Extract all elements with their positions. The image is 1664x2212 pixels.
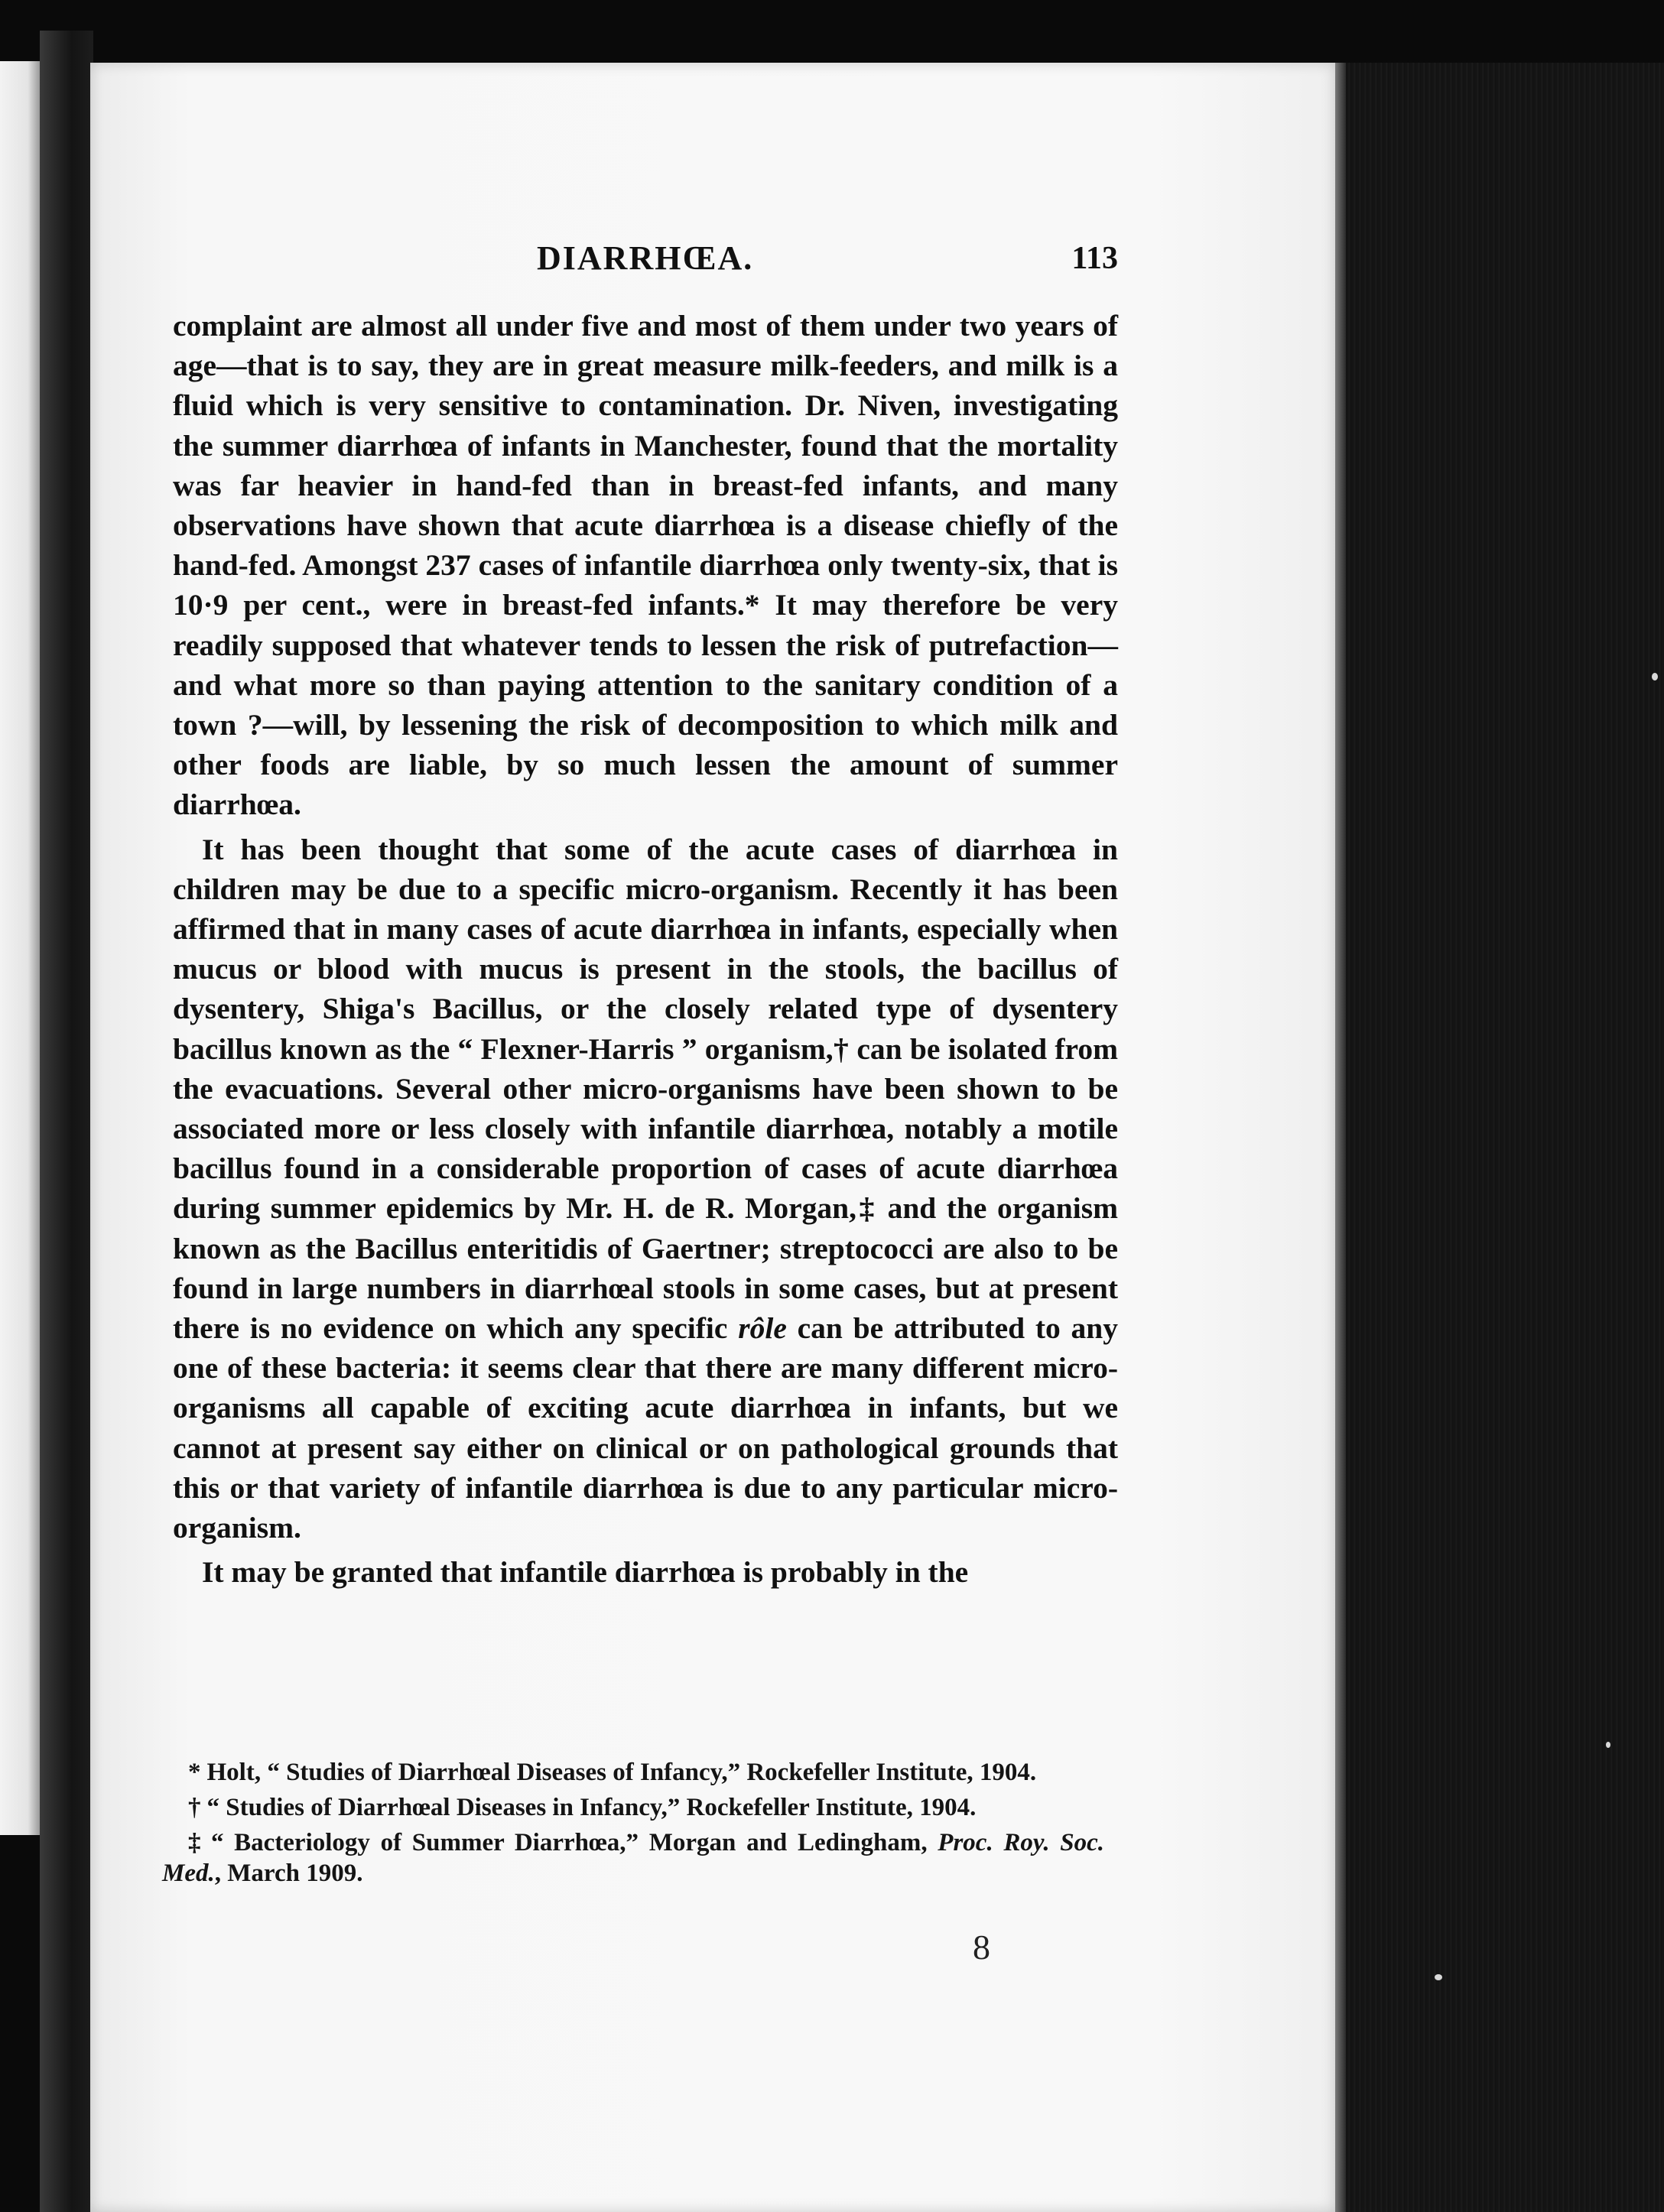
paragraph-text: It has been thought that some of the acute cases of diarrhœa in children may be due to a specific micro-organism. Recently it has been affirmed that in many cases of acute diarrhœa in infants, especially when mucus or blood with mucus is present in the stools, the bacillus of dysentery, Shiga's Bacillus, or the closely related type of dysentery bacillus known as the “ Flexner-Harris ” organism,† can be isolated from the evacuations. Several other micro-organisms have been shown to be associated more or less closely with infantile diarrhœa, notably a motile bacillus found in a considerable proportion of cases of acute diarrhœa during summer epidemics by Mr. H. de R. Morgan,‡ and the organism known as the Bacillus enteritidis of Gaertner; streptococci are also to be found in large numbers in diarrhœal stools in some cases, but at present there is no evidence on which any specific [173, 832, 1118, 1346]
page-number: 113 [1071, 241, 1118, 276]
book-gutter [40, 31, 93, 2212]
footnotes [162, 1757, 1104, 1893]
dust-speck [1652, 673, 1658, 680]
footnote [162, 1792, 1104, 1823]
footnote-text: “ Studies of Diarrhœal Diseases in Infancy,” Rockefeller Institute, 1904. [206, 1794, 977, 1821]
footnote-text: Holt, “ Studies of Diarrhœal Diseases of Infancy,” Rockefeller Institute, 1904. [206, 1759, 1037, 1786]
footnote-journal: Proc. Roy. Soc. Med. [162, 1829, 1104, 1887]
dust-speck [1435, 1974, 1442, 1980]
footnote-tail: , March 1909. [214, 1860, 363, 1887]
book-block-edge [1335, 63, 1664, 2212]
footnote [162, 1757, 1104, 1788]
paragraph: It may be granted that infantile diarrhœa is probably in the [202, 1555, 969, 1590]
footnote [162, 1827, 1104, 1889]
footnote-text: “ Bacteriology of Summer Diarrhœa,” Morgan and Ledingham, [210, 1829, 938, 1856]
signature-mark: 8 [973, 1928, 990, 1967]
body-text [173, 306, 1118, 1593]
facing-page-edge [0, 61, 40, 1835]
paragraph [173, 830, 1118, 1548]
footnote-mark: * [188, 1759, 201, 1786]
paragraph: complaint are almost all under five and most of them under two years of age—that is to say, they are in great measure milk-feeders, and milk is a fluid which is very sensitive to contamination. Dr. Niven, investigating the summer diarrhœa of infants in Manchester, found that the mortality was far heavier in hand-fed than in breast-fed infants, and many observations have shown that acute diarrhœa is a disease chiefly of the hand-fed. Amongst 237 cases of infantile diarrhœa only twenty-six, that is 10·9 per cent., were in breast-fed infants.* It may therefore be very readily supposed that whatever tends to lessen the risk of putrefaction—and what more so than paying attention to the sanitary condition of a town ?—will, by lessening the risk of decomposition to which milk and other foods are liable, by so much lessen the amount of summer diarrhœa. [173, 309, 1118, 822]
paragraph-text: can be attributed to any one of these bacteria: it seems clear that there are many different micro-organisms all capable of exciting acute diarrhœa in infants, but we cannot at present say either on clinical or on pathological grounds that this or that variety of infantile diarrhœa is due to any particular micro-organism. [173, 1311, 1118, 1545]
running-head [174, 239, 1118, 284]
italic-term: rôle [738, 1311, 787, 1346]
footnote-mark: ‡ [188, 1829, 205, 1856]
dust-speck [1606, 1742, 1610, 1748]
footnote-mark: † [188, 1794, 201, 1821]
chapter-title: DIARRHŒA. [537, 239, 754, 277]
page-right-shadow [1335, 63, 1346, 2212]
